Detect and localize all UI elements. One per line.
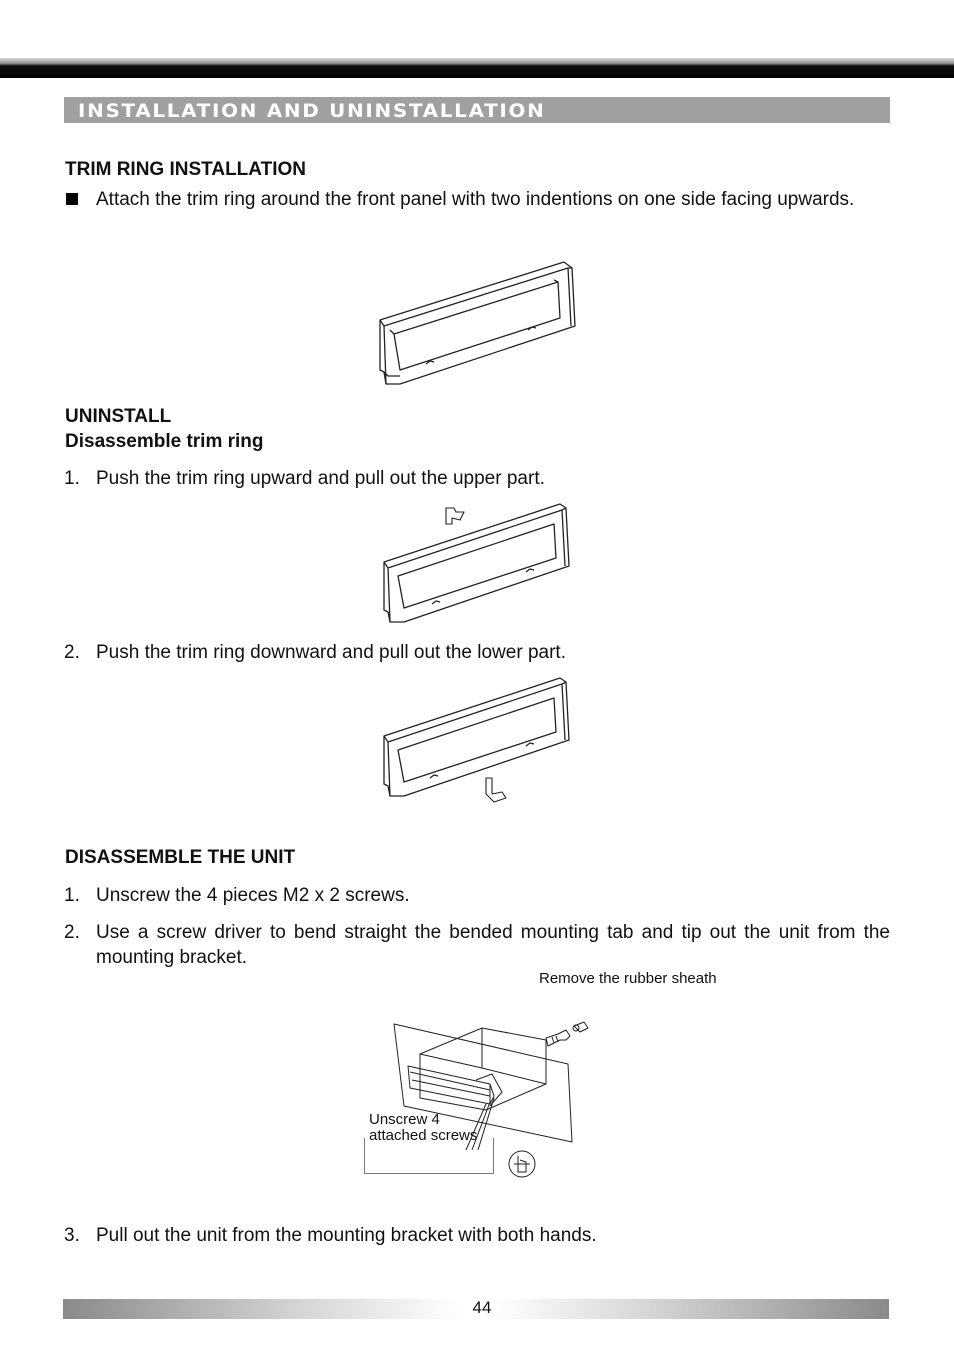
step-number: 1. [64,885,80,906]
trim-ring-push-up-figure [376,500,576,626]
step-text: Push the trim ring downward and pull out the lower part. [96,642,566,663]
trim-ring-figure [372,258,584,390]
unscrew-label-line1: Unscrew 4 [369,1111,440,1128]
step-text: Push the trim ring upward and pull out the upper part. [96,468,545,489]
step-text: Use a screw driver to bend straight the bended mounting tab and tip out the unit from the mounting bracket. [96,922,890,968]
trim-ring-instruction: Attach the trim ring around the front panel with two indentions on one side facing upwards. [96,189,855,210]
step-number: 1. [64,468,80,489]
step-text: Pull out the unit from the mounting bracket with both hands. [96,1225,597,1246]
step-text: Unscrew the 4 pieces M2 x 2 screws. [96,885,410,906]
section-header-bar [64,97,890,123]
trim-ring-push-down-figure [376,674,576,810]
disassemble-unit-heading: DISASSEMBLE THE UNIT [65,847,296,868]
step-number: 3. [64,1225,80,1246]
unscrew-label-line2: attached screws [369,1127,478,1144]
uninstall-heading: UNINSTALL [65,406,172,427]
rubber-sheath-label: Remove the rubber sheath [539,970,717,987]
step-number: 2. [64,642,80,663]
top-decorative-bar [0,58,954,78]
unscrew-callout-box [364,1138,494,1174]
trim-ring-installation-heading: TRIM RING INSTALLATION [65,159,306,180]
section-title: INSTALLATION AND UNINSTALLATION [78,100,546,122]
disassemble-trim-ring-subheading: Disassemble trim ring [65,431,264,452]
step-number: 2. [64,922,80,943]
page-number: 44 [472,1298,492,1317]
square-bullet-icon [66,193,78,205]
